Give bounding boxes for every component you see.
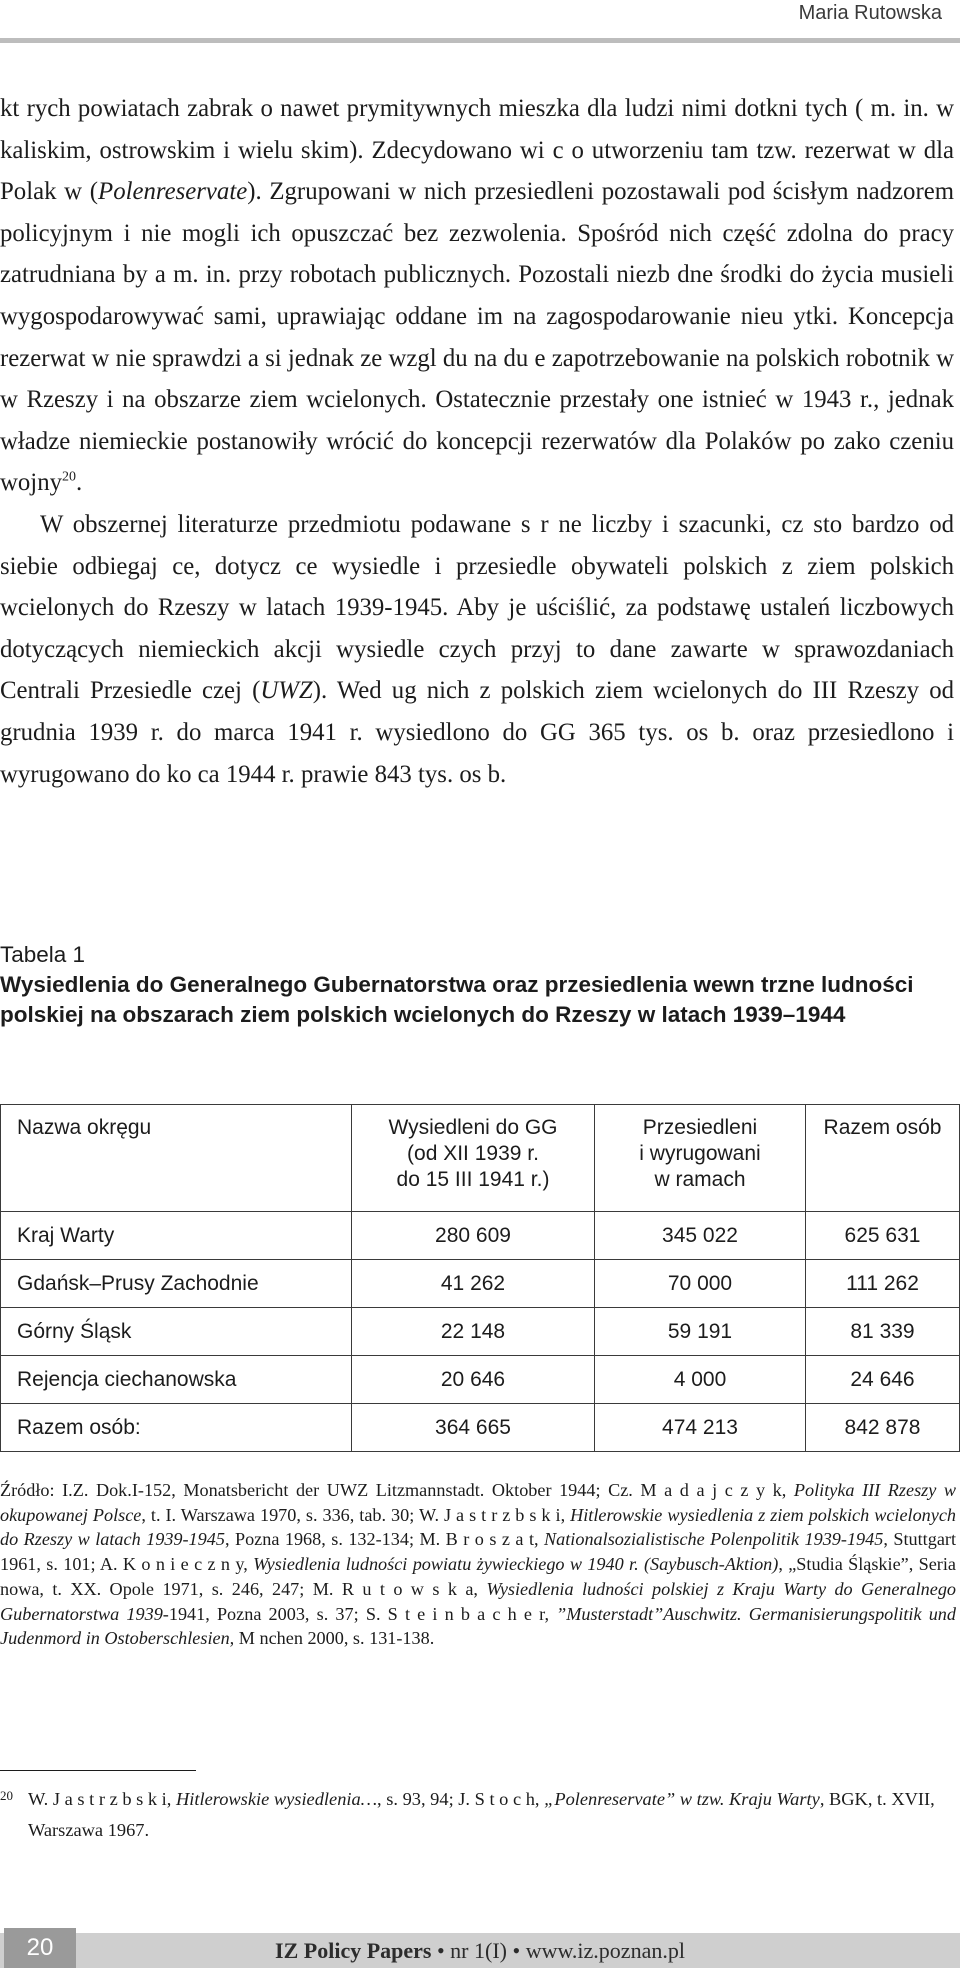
paragraph-1: kt rych powiatach zabrak o nawet prymitywnych mieszka dla ludzi nimi dotkni tych ( m. in. w kaliskim, ostrowskim i wielu skim). Zdecydowano wi c o utworzeniu tam tzw. rezerwat w dla Polak w (Polenreservate). Zgrupowani w nich przesiedleni pozostawali pod ścisłym nadzorem policyjnym i nie mogli ich opuszczać bez zezwolenia. Spośród nich część zdolna do pracy zatrudniana by a m. in. przy robotach publicznych. Pozostali niezb dne środki do życia musieli wygospodarowywać sami, uprawiając oddane im na zagospodarowanie nieu ytki. Koncepcja rezerwat w nie sprawdzi a si jednak ze wzgl du na du e zapotrzebowanie na polskich robotnik w w Rzeszy i na obszarze ziem wcielonych. Ostatecznie przestały one istnieć w 1943 r., jednak władze niemieckie postanowiły wrócić do koncepcji rezerwatów dla Polaków po zako czeniu wojny$^{20}$. [0,95,955,497]
header-cell-total: Razem osób [806,1105,960,1212]
header-rule [0,38,960,43]
footnote [0,1784,956,1846]
table-row [1,1308,960,1356]
cell-resettled: 70 000 [595,1260,806,1308]
page-footer [0,1928,960,1968]
cell-deported: 41 262 [352,1260,595,1308]
cell-district: Rejencja ciechanowska [1,1356,352,1404]
cell-district: Górny Śląsk [1,1308,352,1356]
table-row [1,1212,960,1260]
cell-total: 111 262 [806,1260,960,1308]
cell-deported: 22 148 [352,1308,595,1356]
table-header-row [1,1105,960,1212]
header-cell-deported: Wysiedleni do GG (od XII 1939 r. do 15 III 1941 r.) [352,1105,595,1212]
cell-district: Gdańsk–Prusy Zachodnie [1,1260,352,1308]
cell-total: 24 646 [806,1356,960,1404]
table-label: Tabela 1 [0,942,86,967]
paragraph-2: W obszernej literaturze przedmiotu podawane s r ne liczby i szacunki, cz sto bardzo od siebie odbiegaj ce, dotycz ce wysiedle i przesiedle obywateli polskich z ziem polskich wcielonych do Rzeszy w latach 1939-1945. Aby je uściślić, za podstawę ustaleń liczbowych dotyczących niemieckich akcji wysiedle czych przyj to dane zawarte w sprawozdaniach Centrali Przesiedle czej (UWZ). Wed ug nich z polskich ziem wcielonych do III Rzeszy od grudnia 1939 r. do marca 1941 r. wysiedlono do GG 365 tys. os b. oraz przesiedlono i wyrugowano do ko ca 1944 r. prawie 843 tys. os b. [0,510,954,788]
footnote-ref[interactable]: 20 [62,470,76,486]
journal-name: IZ Policy Papers [275,1938,432,1963]
footnote-divider [0,1770,196,1771]
header-author: Maria Rutowska [798,2,942,24]
table-caption [0,940,958,1030]
footnote-text: W. J a s t r z b s k i, Hitlerowskie wysiedlenia…, s. 93, 94; J. S t o c h, „Polenreservate” w tzw. Kraju Warty, BGK, t. XVII, Warszawa 1967. [28,1789,935,1840]
cell-resettled: 59 191 [595,1308,806,1356]
body-text [0,88,954,795]
table-total-row [1,1404,960,1452]
cell-deported: 364 665 [352,1404,595,1452]
cell-district: Razem osób: [1,1404,352,1452]
page-number: 20 [4,1928,76,1968]
table-title: Wysiedlenia do Generalnego Gubernatorstwa oraz przesiedlenia wewn trzne ludności polskiej na obszarach ziem polskich wcielonych do Rzeszy w latach 1939–1944 [0,972,914,1027]
footer-journal [0,1933,960,1968]
cell-resettled: 4 000 [595,1356,806,1404]
header-cell-resettled: Przesiedleni i wyrugowani w ramach [595,1105,806,1212]
table-row [1,1356,960,1404]
cell-resettled: 345 022 [595,1212,806,1260]
cell-total: 842 878 [806,1404,960,1452]
header-cell-district: Nazwa okręgu [1,1105,352,1212]
cell-deported: 280 609 [352,1212,595,1260]
cell-deported: 20 646 [352,1356,595,1404]
footnote-mark: 20 [0,1788,13,1803]
cell-total: 81 339 [806,1308,960,1356]
running-header [0,0,960,44]
table-source-note: Źródło: I.Z. Dok.I-152, Monatsbericht der UWZ Litzmannstadt. Oktober 1944; Cz. M a d a j c z y k, Polityka III Rzeszy w okupowanej Polsce, t. I. Warszawa 1970, s. 336, tab. 30; W. J a s t r z b s k i, Hitlerowskie wysiedlenia z ziem polskich wcielonych do Rzeszy w latach 1939-1945, Pozna 1968, s. 132-134; M. B r o s z a t, Nationalsozialistische Polenpolitik 1939-1945, Stuttgart 1961, s. 101; A. K o n i e c z n y, Wysiedlenia ludności powiatu żywieckiego w 1940 r. (Saybusch-Aktion), „Studia Śląskie”, Seria nowa, t. XX. Opole 1971, s. 246, 247; M. R u t o w s k a, Wysiedlenia ludności polskiej z Kraju Warty do Generalnego Gubernatorstwa 1939-1941, Pozna 2003, s. 37; S. S t e i n b a c h e r, ”Musterstadt”Auschwitz. Germanisierungspolitik und Judenmord in Ostoberschlesien, M nchen 2000, s. 131-138. [0,1480,957,1649]
journal-issue: • nr 1(I) • www.iz.poznan.pl [431,1938,685,1963]
cell-district: Kraj Warty [1,1212,352,1260]
cell-resettled: 474 213 [595,1404,806,1452]
cell-total: 625 631 [806,1212,960,1260]
data-table [0,1104,960,1452]
table-row [1,1260,960,1308]
